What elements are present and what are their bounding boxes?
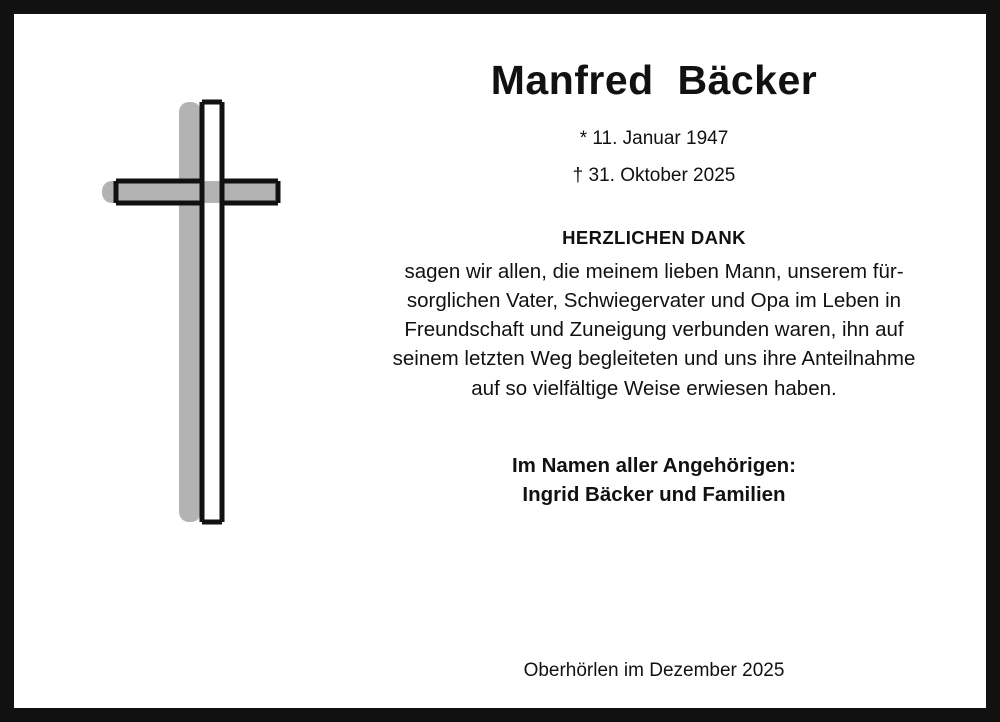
notice-text-column bbox=[344, 40, 964, 509]
thanks-line: seinem letzten Weg begleiteten und uns ihre Anteilnahme bbox=[392, 347, 916, 371]
thanks-body bbox=[344, 257, 964, 403]
thanks-line: sagen wir allen, die meinem lieben Mann, unserem für- bbox=[404, 260, 904, 284]
thanks-line: sorglichen Vater, Schwiegervater und Opa im Leben in bbox=[406, 289, 902, 313]
cross-icon bbox=[94, 84, 334, 544]
thanks-block bbox=[344, 227, 964, 403]
place-and-date: Oberhörlen im Dezember 2025 bbox=[523, 660, 785, 681]
family-intro: Im Namen aller Angehörigen: bbox=[511, 453, 797, 477]
obituary-inner bbox=[14, 14, 986, 708]
thanks-line: Freundschaft und Zuneigung verbunden waren, ihn auf bbox=[404, 318, 904, 342]
birth-date: * 11. Januar 1947 bbox=[579, 128, 729, 150]
family-block bbox=[344, 451, 964, 509]
deceased-name: Manfred Bäcker bbox=[490, 57, 818, 103]
thanks-line: auf so vielfältige Weise erwiesen haben. bbox=[471, 376, 837, 400]
life-dates bbox=[344, 129, 964, 185]
thanks-heading: HERZLICHEN DANK bbox=[562, 227, 746, 249]
family-names: Ingrid Bäcker und Familien bbox=[522, 482, 786, 506]
death-date: † 31. Oktober 2025 bbox=[572, 165, 736, 187]
